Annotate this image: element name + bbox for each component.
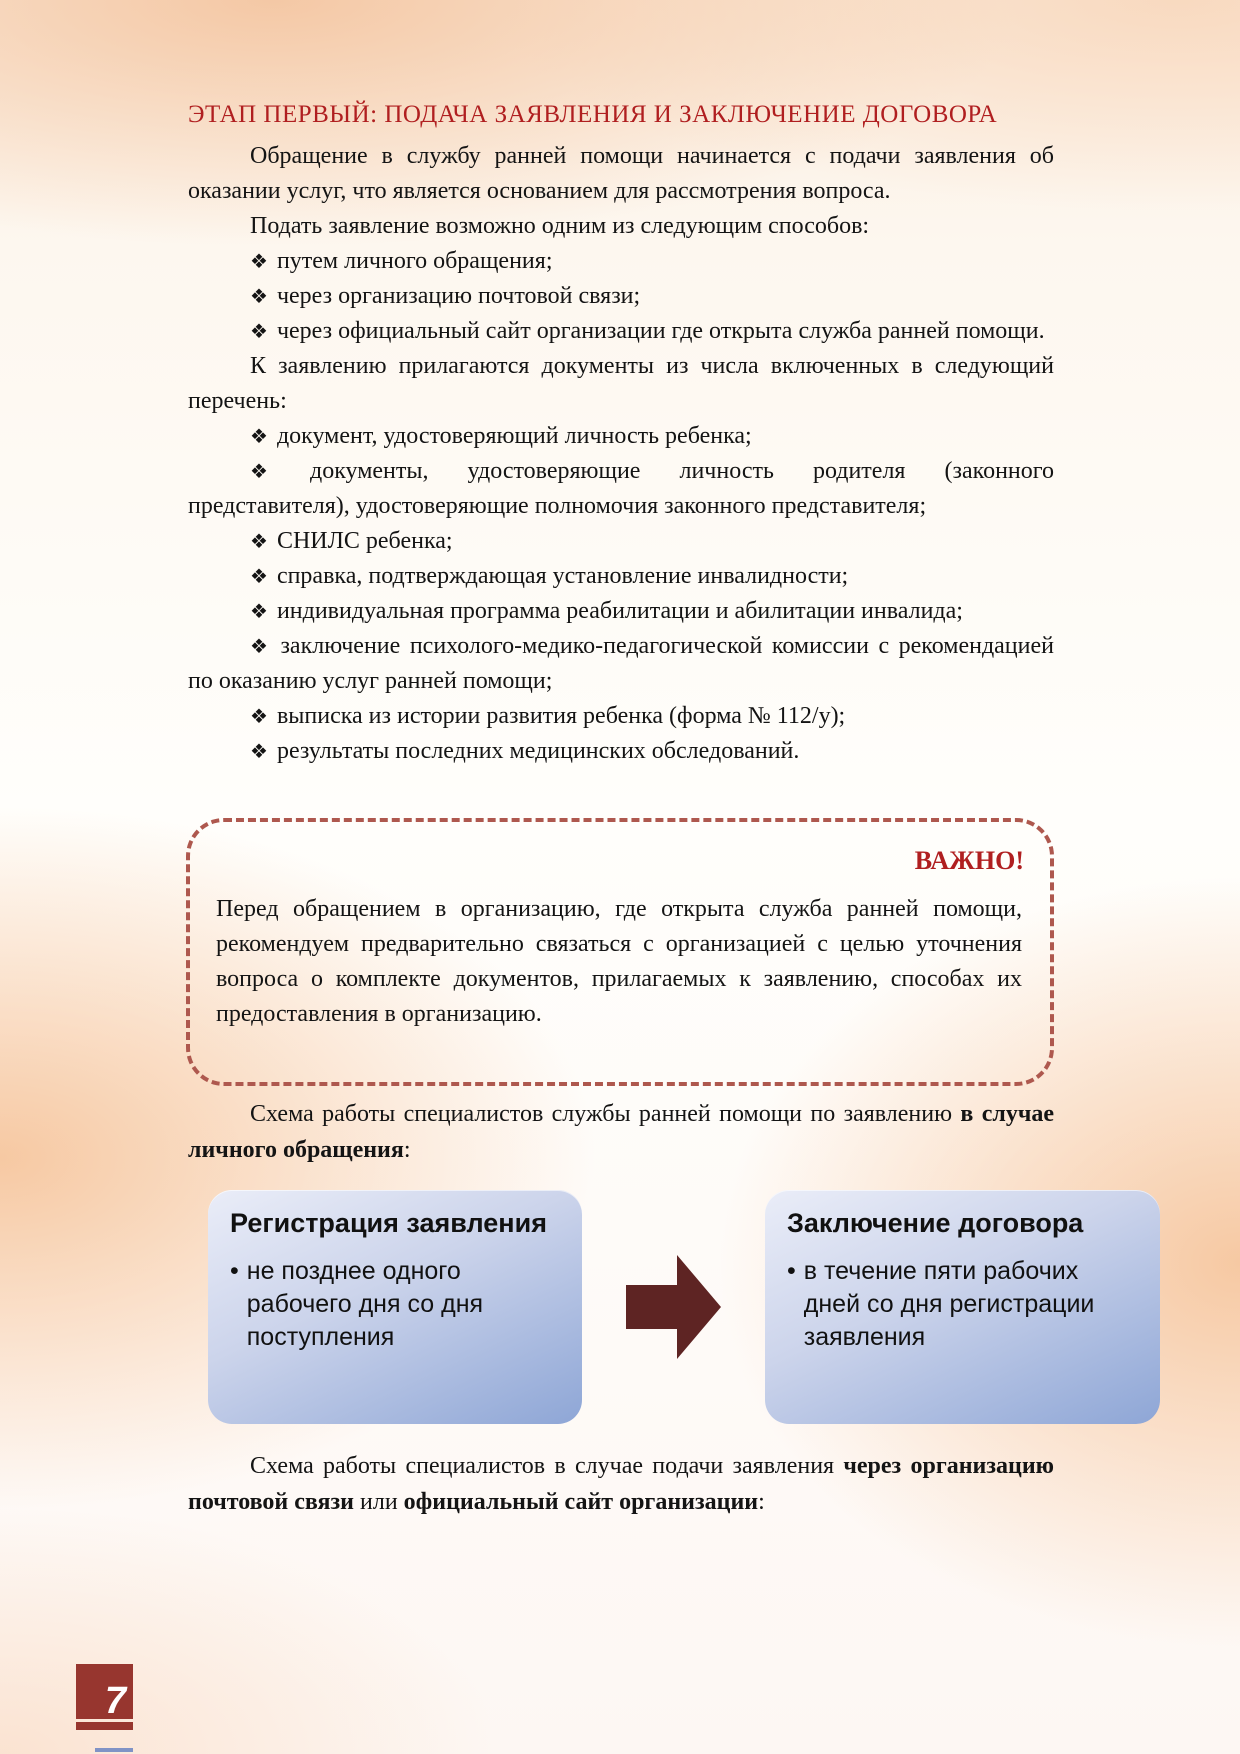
important-label: ВАЖНО! [914,846,1024,875]
scheme-remote-colon: : [758,1489,765,1515]
bullet-list-item [188,699,1054,734]
list-item-text: результаты последних медицинских обследований. [276,738,800,764]
bullet-dot-icon: • [230,1257,239,1285]
list-item-text: СНИЛС ребенка; [276,528,453,554]
scheme-personal-normal: Схема работы специалистов службы ранней помощи по заявлению [250,1101,961,1127]
flow-step-bullet-text: не позднее одного рабочего дня со дня поступления [246,1257,484,1351]
body-text-block [188,139,1054,769]
page-number: 7 [104,1680,126,1722]
scheme-remote-bold2: официальный сайт организации [403,1489,759,1515]
scheme-remote-part1: Схема работы специалистов в случае подачи заявления [250,1453,844,1479]
paragraph-scheme-personal [188,1096,1054,1168]
page-title: ЭТАП ПЕРВЫЙ: ПОДАЧА ЗАЯВЛЕНИЯ И ЗАКЛЮЧЕНИЕ ДОГОВОРА [188,101,998,128]
list-item-text: документ, удостоверяющий личность ребенка; [276,423,752,449]
diamond-bullet-icon: ❖ [250,249,268,273]
flow-step-bullet [230,1255,562,1354]
bullet-list-item [188,454,1054,524]
paragraph-intro: Обращение в службу ранней помощи начинается с подачи заявления об оказании услуг, что является основанием для рассмотрения вопроса. [188,143,1054,204]
flowchart [208,1190,1160,1424]
diamond-bullet-icon: ❖ [250,529,268,553]
page-number-badge [76,1664,133,1730]
flow-step-contract [765,1190,1160,1424]
scheme-personal-colon: : [403,1137,411,1163]
diamond-bullet-icon: ❖ [250,424,268,448]
paragraph-documents-intro: К заявлению прилагаются документы из числа включенных в следующий перечень: [188,353,1054,414]
diamond-bullet-icon: ❖ [250,704,268,728]
scheme-personal-bold: в случае личного обращения [188,1101,1054,1163]
bullet-list-item [188,629,1054,699]
bullet-list-item [188,419,1054,454]
flow-step-bullet [787,1255,1140,1354]
diamond-bullet-icon: ❖ [250,319,268,343]
bullet-list-item [188,244,1054,279]
flow-step-bullet-text: в течение пяти рабочих дней со дня регистрации заявления [803,1257,1095,1351]
list-item-text: справка, подтверждающая установление инвалидности; [276,563,849,589]
flow-step-title: Заключение договора [787,1208,1084,1238]
list-item-text: выписка из истории развития ребенка (форма № 112/у); [276,703,846,729]
flow-step-title: Регистрация заявления [230,1208,547,1238]
diamond-bullet-icon: ❖ [250,599,268,623]
list-item-text: индивидуальная программа реабилитации и абилитации инвалида; [276,598,963,624]
paragraph-scheme-remote [188,1448,1054,1520]
flow-step-registration [208,1190,582,1424]
scheme-remote-part2: или [354,1489,404,1515]
list-item-text: документы, удостоверяющие личность родителя (законного представителя), удостоверяющие полномочия законного представителя; [188,458,1055,519]
diamond-bullet-icon: ❖ [250,459,301,483]
bullet-dot-icon: • [787,1257,796,1285]
bullet-list-item [188,279,1054,314]
bullet-list-item [188,559,1054,594]
list-item-text: заключение психолого-медико-педагогической комиссии с рекомендацией по оказанию услуг ранней помощи; [188,633,1054,694]
footer-line-decoration [95,1748,133,1752]
diamond-bullet-icon: ❖ [250,284,268,308]
flow-arrow-icon [626,1254,722,1360]
diamond-bullet-icon: ❖ [250,634,272,658]
diamond-bullet-icon: ❖ [250,564,268,588]
diamond-bullet-icon: ❖ [250,739,268,763]
bullet-list-item [188,524,1054,559]
bullet-list-item [188,734,1054,769]
list-item-text: через официальный сайт организации где открыта служба ранней помощи. [276,318,1045,344]
list-item-text: путем личного обращения; [276,248,553,274]
scheme-remote-bold1: через организацию почтовой связи [188,1453,1055,1515]
important-text: Перед обращением в организацию, где открыта служба ранней помощи, рекомендуем предварительно связаться с организацией с целью уточнения вопроса о комплекте документов, прилагаемых к заявлению, способах их предоставления в организацию. [216,896,1022,1027]
bullet-list-item [188,594,1054,629]
important-box [186,818,1054,1086]
page-number-square [76,1664,133,1722]
page-number-underline [76,1722,133,1730]
bullet-list-item [188,314,1054,349]
paragraph-submit-ways: Подать заявление возможно одним из следующим способов: [250,213,870,239]
list-item-text: через организацию почтовой связи; [276,283,641,309]
